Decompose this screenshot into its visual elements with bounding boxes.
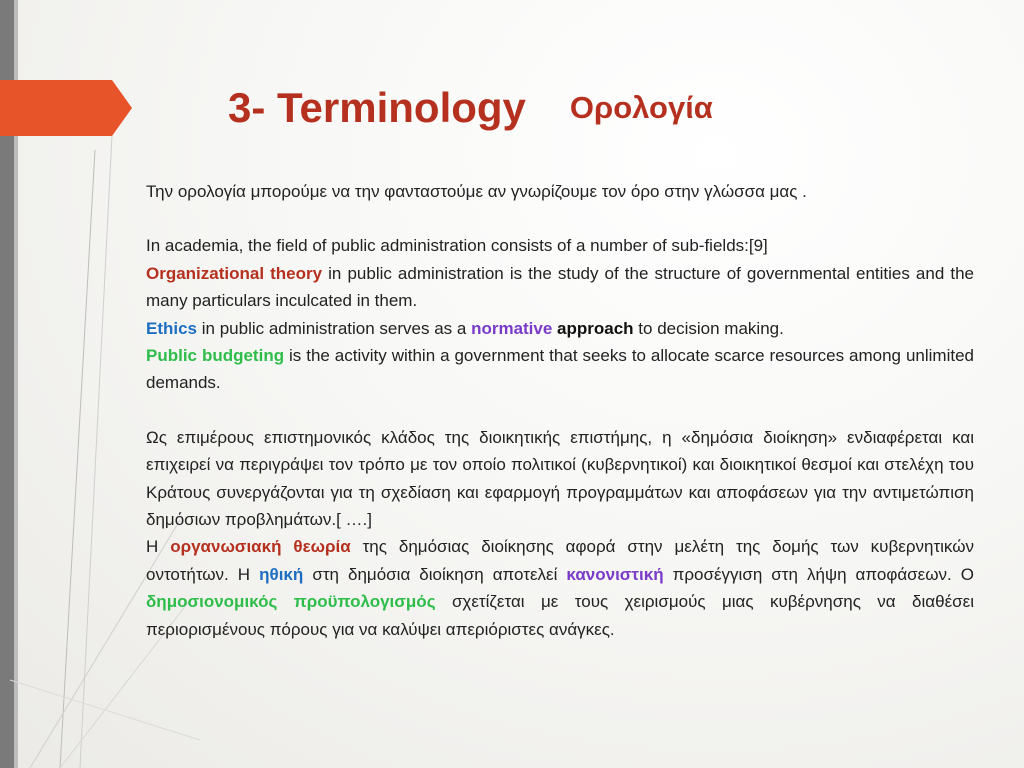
term-organizational-theory: Organizational theory [146,263,323,283]
gr-text-h: Η [146,537,171,557]
org-theory-text: in public administration is the study of the structure of governmental entities and the many particulars inculcated in them. [146,263,974,311]
ethics-text-1: in public administration serves as a [197,318,472,338]
ethics-text-2: to decision making. [633,318,784,338]
term-ethics: Ethics [146,318,198,338]
en-organizational-theory [146,260,974,315]
term-public-budgeting: Public budgeting [146,346,285,366]
term-gr-organizational-theory: οργανωσιακή θεωρία [170,537,351,557]
slide-title [228,80,713,136]
term-approach: approach [557,318,634,338]
intro-paragraph: Την ορολογία μπορούμε να την φανταστούμε αν γνωρίζουμε τον όρο στην γλώσσα μας . [146,182,807,201]
gr-text-3: προσέγγιση στη λήψη αποφάσεων. Ο [663,564,974,584]
slide-content [146,178,974,643]
gr-text-1: της δημόσιας διοίκησης αφορά στην μελέτη της δομής των κυβερνητικών οντοτήτων. Η [146,537,974,584]
gr-paragraph-1: Ως επιμέρους επιστημονικός κλάδος της διοικητικής επιστήμης, η «δημόσια διοίκηση» ενδιαφέρεται και επιχειρεί να περιγράψει τον τρόπο με τον οποίο πολιτικοί (κυβερνητικοί) και διοικητικοί θεσμοί και στελέχη του Κράτους συνεργάζονται για τη σχεδίαση και εφαρμογή προγραμμάτων και αποφάσεων για την αντιμετώπιση δημόσιων προβλημάτων.[ ….] [146,427,974,530]
term-normative: normative [471,318,553,338]
en-lead: In academia, the field of public administration consists of a number of sub-fields:[9] [146,236,768,256]
term-gr-budget: δημοσιονομικός προϋπολογισμός [146,592,436,612]
en-public-budgeting [146,342,974,397]
gr-text-2: στη δημόσια διοίκηση αποτελεί [303,564,567,584]
title-main: 3- Terminology [228,84,526,131]
title-arrow-shape [0,80,132,136]
term-gr-ethics: ηθική [259,564,304,584]
gr-text-4: σχετίζεται με τους χειρισμούς μιας κυβέρνησης να διαθέσει περιορισμένους πόρους για να καλύψει απεριόριστες ανάγκες. [146,592,974,639]
en-ethics [146,315,974,342]
spacer [146,397,974,424]
spacer [146,205,974,232]
term-gr-normative: κανονιστική [566,564,664,584]
title-greek: Ορολογία [569,90,713,125]
gr-paragraph-2 [146,533,974,643]
budget-text: is the activity within a government that seeks to allocate scarce resources among unlimited demands. [146,346,974,393]
